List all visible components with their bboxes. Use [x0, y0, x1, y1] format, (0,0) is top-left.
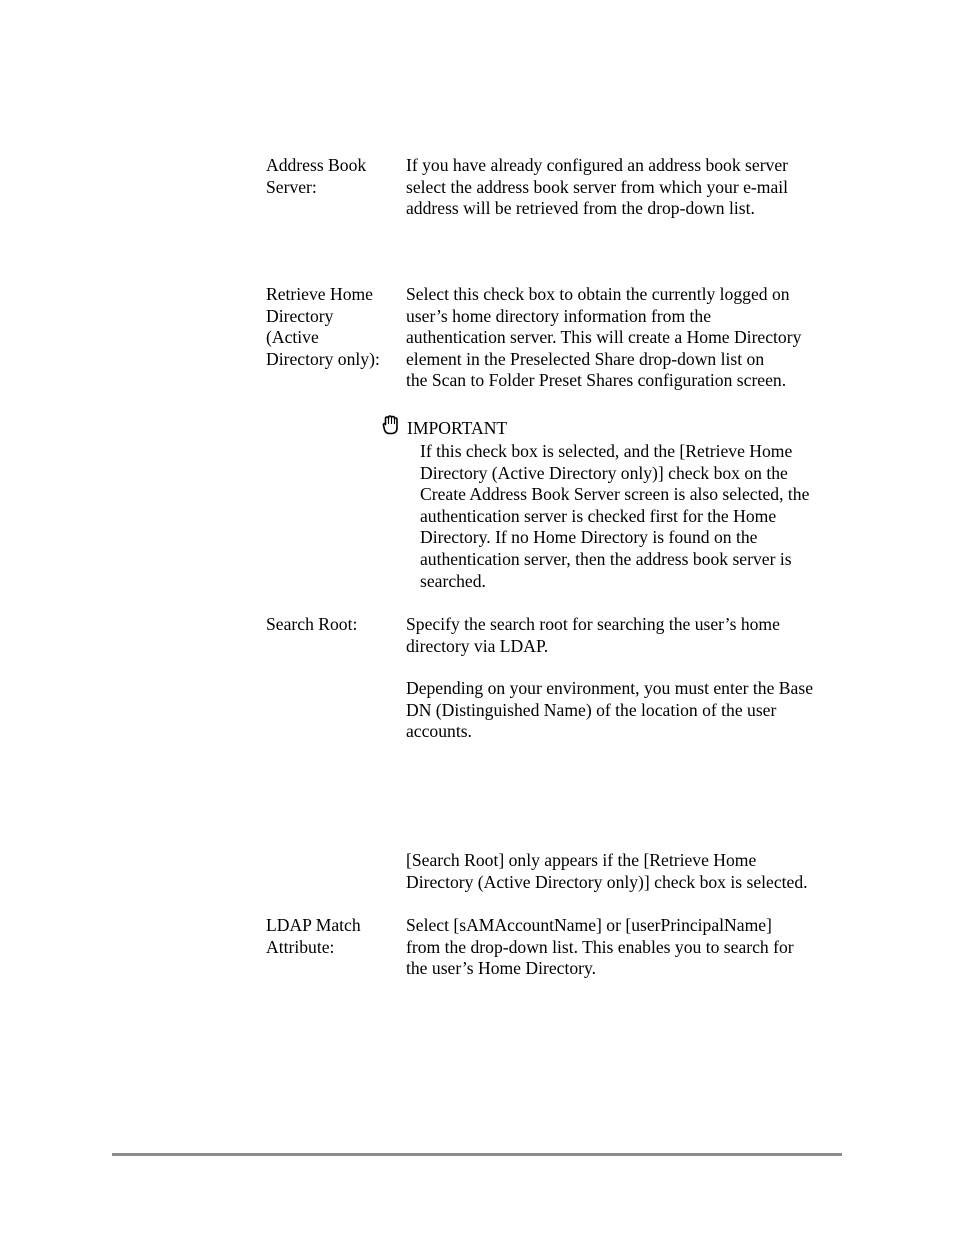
address-book-server-term [266, 155, 401, 198]
description-line: from the drop-down list. This enables you to search for [406, 936, 794, 957]
description-line: accounts. [406, 721, 472, 742]
description-line: user’s home directory information from the [406, 305, 712, 326]
description-line: element in the Preselected Share drop-down list on [406, 348, 765, 369]
description-line: Specify the search root for searching the user’s home [406, 614, 780, 634]
term-line: Attribute: [266, 936, 335, 957]
important-line: authentication server is checked first for the Home [420, 505, 777, 526]
important-line: Directory (Active Directory only)] check box on the [420, 462, 788, 483]
important-line: Directory. If no Home Directory is found on the [420, 527, 758, 548]
description-line: If you have already configured an address book server [406, 155, 789, 175]
description-line: DN (Distinguished Name) of the location of the user [406, 699, 777, 720]
search-root-paragraph-2 [406, 678, 846, 743]
term-line: LDAP Match [266, 915, 361, 935]
address-book-server-description [406, 155, 846, 220]
search-root-note [406, 850, 846, 893]
description-line: Select [sAMAccountName] or [userPrincipalName] [406, 915, 772, 935]
description-line: [Search Root] only appears if the [Retrieve Home [406, 850, 757, 870]
important-line: authentication server, then the address book server is [420, 548, 792, 569]
footer-divider [112, 1153, 842, 1156]
term-line: Directory only): [266, 348, 380, 369]
description-line: the Scan to Folder Preset Shares configuration screen. [406, 370, 787, 391]
important-body [420, 441, 850, 592]
term-line: Address Book [266, 155, 367, 175]
description-line: the user’s Home Directory. [406, 958, 597, 979]
term-line: (Active [266, 327, 319, 348]
description-line: select the address book server from which your e-mail [406, 176, 789, 197]
term-line: Server: [266, 176, 317, 197]
search-root-term [266, 614, 401, 636]
ldap-match-attribute-description [406, 915, 846, 980]
description-line: address will be retrieved from the drop-down list. [406, 198, 755, 219]
important-line: If this check box is selected, and the [Retrieve Home [420, 441, 793, 461]
important-label: IMPORTANT [407, 418, 508, 438]
retrieve-home-directory-description [406, 284, 846, 392]
description-line: authentication server. This will create a Home Directory [406, 327, 802, 348]
retrieve-home-directory-term [266, 284, 401, 370]
important-line: Create Address Book Server screen is also selected, the [420, 484, 810, 505]
term-line: Retrieve Home [266, 284, 373, 304]
search-root-description [406, 614, 846, 657]
stop-hand-icon [380, 414, 402, 436]
important-line: searched. [420, 570, 486, 591]
description-line: directory via LDAP. [406, 635, 549, 656]
description-line: Select this check box to obtain the currently logged on [406, 284, 790, 304]
description-line: Depending on your environment, you must enter the Base [406, 678, 814, 698]
term-line: Search Root: [266, 614, 358, 634]
ldap-match-attribute-term [266, 915, 401, 958]
important-heading [380, 412, 508, 438]
description-line: Directory (Active Directory only)] check box is selected. [406, 871, 808, 892]
term-line: Directory [266, 305, 334, 326]
